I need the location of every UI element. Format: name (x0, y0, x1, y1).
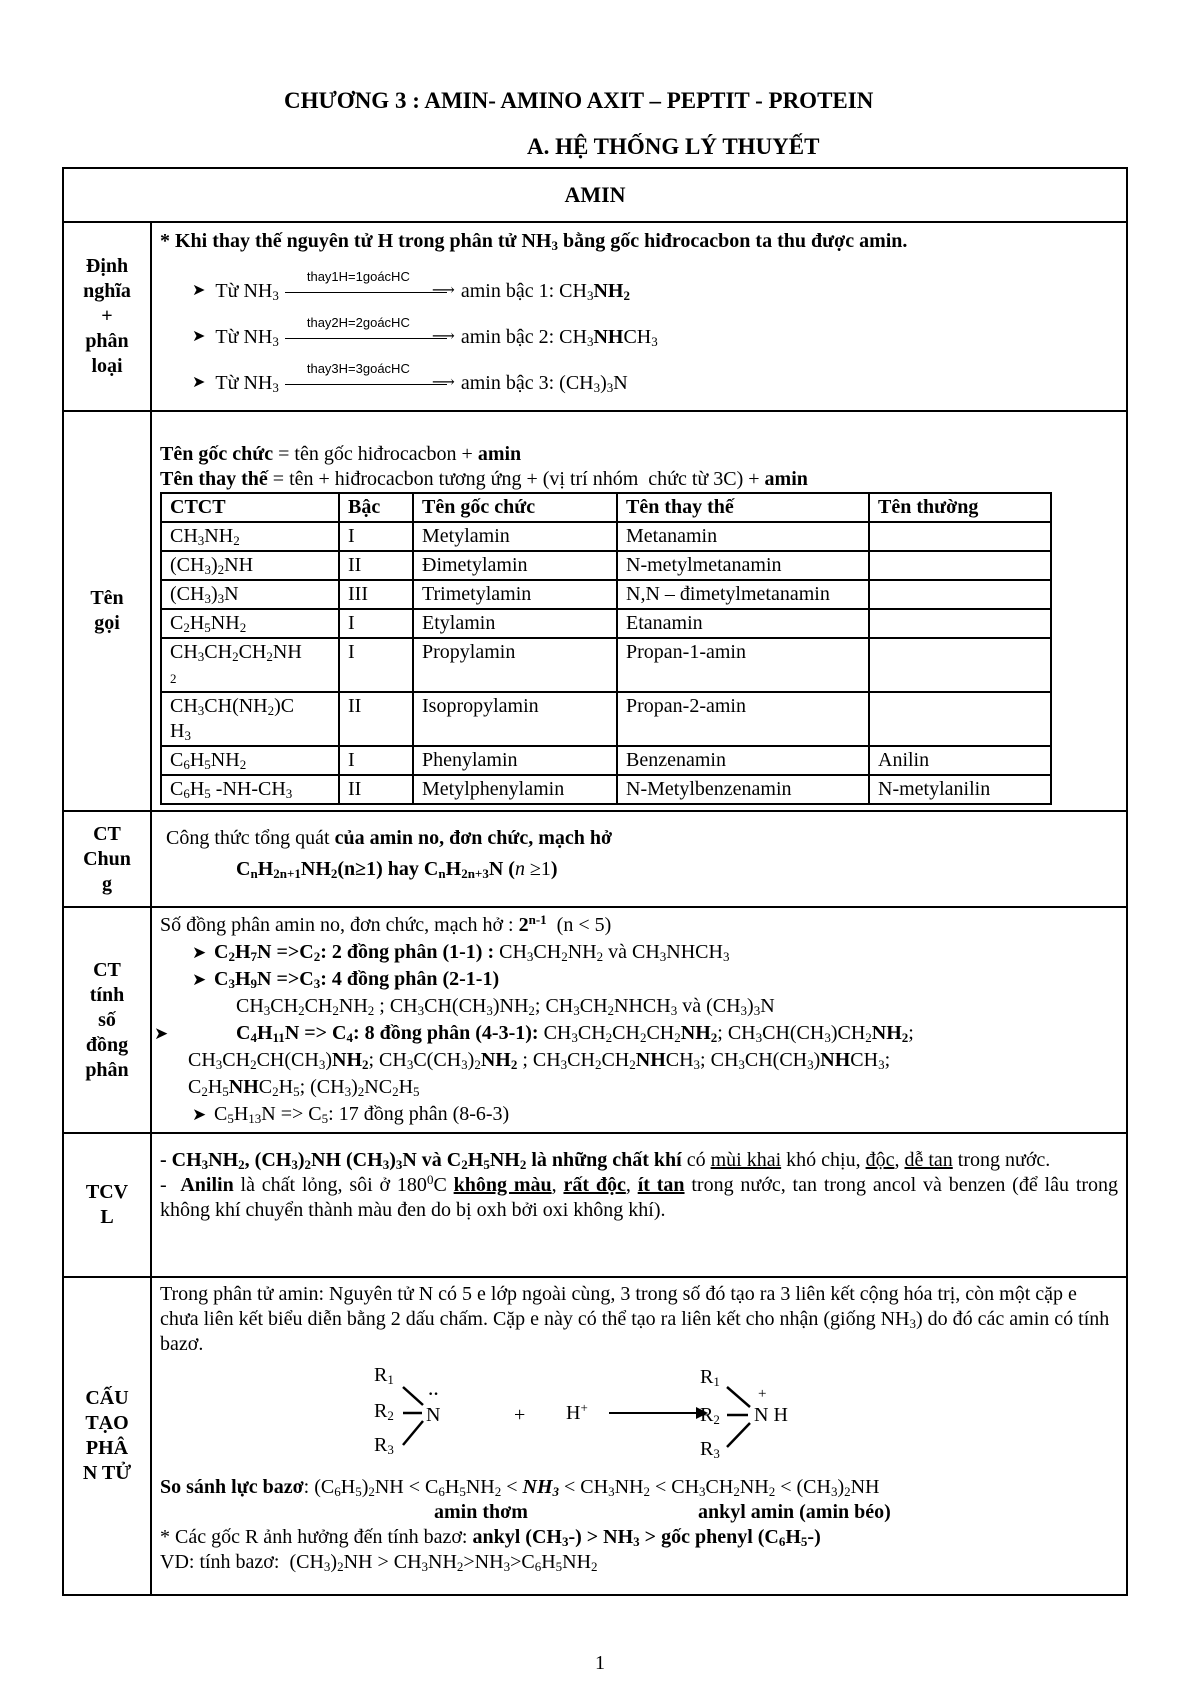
definition-text: * Khi thay thế nguyên tử H trong phân tử $NH_3$ bằng gốc hiđrocacbon ta thu được amin. (160, 230, 908, 253)
naming-cell (151, 411, 1127, 811)
page-number: 1 (595, 1652, 605, 1674)
table-row: $CH_3CH_2CH_2NH$ 2 I Propylamin Propan-1-amin (161, 638, 1051, 692)
amine-groups (160, 1500, 1118, 1525)
amine-names-table (160, 492, 1052, 805)
definition-cell (151, 222, 1127, 411)
isomer-cell (151, 907, 1127, 1133)
arrow-bullet-icon: ➤ (192, 374, 206, 391)
aromatic-amine-label: amin thơm (434, 1501, 528, 1523)
substituent-effect: * Các gốc R ảnh hưởng đến tính bazơ: ankyl $(CH_3-) > NH_3$ > gốc phenyl $(C_6H_5-)$ (160, 1526, 821, 1549)
column-header: Bậc (339, 493, 413, 522)
classification-row: ➤ Từ $NH_3$ thay1H=1goácHC ⟶ amin bậc 1: $CH_3NH_2$ (192, 269, 630, 303)
isomer-c4-line2: $CH_3CH_2CH(CH_3)NH_2$; $CH_3C(CH_3)_2NH_2$ ; $CH_3CH_2CH_2NHCH_3$; $CH_3CH(CH_3)NHCH_3$; (188, 1049, 891, 1072)
table-row: $C_2H_5NH_2$ I Etylamin Etanamin (161, 609, 1051, 638)
physical-gases: - $CH_3NH_2$, $(CH_3)_2NH$ $(CH_3)_3N$ và $C_2H_5NH_2$ là những chất khí có mùi khai khó chịu, độc, dễ tan trong nước. (160, 1149, 1051, 1172)
label-general-formula: CT Chun g (63, 811, 151, 907)
table-row: $CH_3CH(NH_2)C$ $H_3$ II Isopropylamin Propan-2-amin (161, 692, 1051, 746)
general-formula: $C_nH_{2n+1}NH_2(n\ge 1)$ hay $C_nH_{2n+3}N$ (n ≥1) (236, 858, 558, 881)
classification-row: ➤ Từ $NH_3$ thay3H=3goácHC ⟶ amin bậc 3: $(CH_3)_3N$ (192, 361, 628, 395)
structure-text: Trong phân tử amin: Nguyên tử N có 5 e lớp ngoài cùng, 3 trong số đó tạo ra 3 liên kết cộng hóa trị, còn một cặp e chưa liên kết biểu diễn bằng 2 dấu chấm. Cặp e này có thể tạo ra liên kết cho nhận (giống $NH_3$) do đó các amin có tính bazơ. (160, 1283, 1110, 1355)
alkyl-amine-label: ankyl amin (amin béo) (698, 1501, 891, 1523)
table-header-amin: AMIN (63, 168, 1127, 222)
table-row: $C_6H_5NH_2$ I Phenylamin Benzenamin Anilin (161, 746, 1051, 775)
physical-cell (151, 1133, 1127, 1277)
isomer-c3-list: $CH_3CH_2CH_2NH_2$ ; $CH_3CH(CH_3)NH_2$; $CH_3CH_2NHCH_3$ và $(CH_3)_3N$ (236, 995, 775, 1018)
general-formula-text: Công thức tổng quát của amin no, đơn chức, mạch hở (166, 827, 613, 849)
physical-aniline: - Anilin là chất lỏng, sôi ở $180^0C$ không màu, rất độc, ít tan trong nước, tan trong ancol và benzen (để lâu trong không khí chuyển thành màu đen do bị oxh bởi oxi không khí). (160, 1172, 1119, 1221)
section-subtitle: A. HỆ THỐNG LÝ THUYẾT (527, 134, 820, 159)
amin-theory-table (62, 167, 1128, 1596)
table-row: $(CH_3)_3N$ III Trimetylamin N,N – đimetylmetanamin (161, 580, 1051, 609)
isomer-c4-line3: $C_2H_5NHC_2H_5$; $(CH_3)_2NC_2H_5$ (188, 1076, 420, 1099)
structure-cell (151, 1277, 1127, 1595)
label-naming: Tên gọi (63, 411, 151, 811)
label-physical-properties: TCV L (63, 1133, 151, 1277)
base-strength-comparison: So sánh lực bazơ: $(C_6H_5)_2NH < C_6H_5NH_2 < NH_3 < CH_3NH_2 < CH_3CH_2NH_2 < (CH_3)_2NH$ (160, 1476, 880, 1499)
arrow-bullet-icon: ➤ (192, 328, 206, 345)
label-definition: Định nghĩa + phân loại (63, 222, 151, 411)
naming-rule-substitutive: Tên thay thế = tên + hiđrocacbon tương ứng + (vị trí nhóm chức từ 3C) + amin (160, 468, 808, 490)
chapter-title: CHƯƠNG 3 : AMIN- AMINO AXIT – PEPTIT - PROTEIN (284, 88, 874, 113)
column-header: Tên thay thế (617, 493, 869, 522)
isomer-c3: ➤ $C_3H_9N =>C_3$: 4 đồng phân (2-1-1) (192, 968, 500, 991)
reaction-diagram (160, 1357, 1060, 1475)
isomer-c2: ➤ $C_2H_7N =>C_2$: 2 đồng phân (1-1) : $CH_3CH_2NH_2$ và $CH_3NHCH_3$ (192, 941, 730, 964)
label-isomer-count: CT tính số đồng phân (63, 907, 151, 1133)
isomer-c4: ➤ $C_4H_{11}N => C_4$: 8 đồng phân (4-3-1): $CH_3CH_2CH_2CH_2NH_2$; $CH_3CH(CH_3)CH_2NH_2$; (154, 1022, 914, 1045)
label-molecular-structure: CẤU TẠO PHÂ N TỬ (63, 1277, 151, 1595)
table-row: $C_6H_5$ $-NH-CH_3$ II Metylphenylamin N-Metylbenzenamin N-metylanilin (161, 775, 1051, 804)
isomer-intro: Số đồng phân amin no, đơn chức, mạch hở : 2$^{n-1}$ (n < 5) (160, 912, 612, 936)
table-row: $CH_3NH_2$ I Metylamin Metanamin (161, 522, 1051, 551)
general-formula-cell (151, 811, 1127, 907)
column-header: Tên gốc chức (413, 493, 617, 522)
table-row: $(CH_3)_2NH$ II Đimetylamin N-metylmetanamin (161, 551, 1051, 580)
column-header: CTCT (161, 493, 339, 522)
protonation-reaction: $R_1$ $R_2$ $R_3$ N ·· + H+ $R_1$ $R_2$ $R_3$ N H + (160, 1357, 1118, 1475)
classification-row: ➤ Từ $NH_3$ thay2H=2goácHC ⟶ amin bậc 2: $CH_3NHCH_3$ (192, 315, 658, 349)
naming-rule-radical: Tên gốc chức = tên gốc hiđrocacbon + amin (160, 443, 522, 465)
column-header: Tên thường (869, 493, 1051, 522)
arrow-bullet-icon: ➤ (192, 282, 206, 299)
isomer-c5: ➤ $C_5H_{13}N => C_5$: 17 đồng phân (8-6-3) (192, 1103, 510, 1126)
base-example: VD: tính bazơ: $(CH_3)_2NH > CH_3NH_2>NH_3>C_6H_5NH_2$ (160, 1551, 598, 1574)
